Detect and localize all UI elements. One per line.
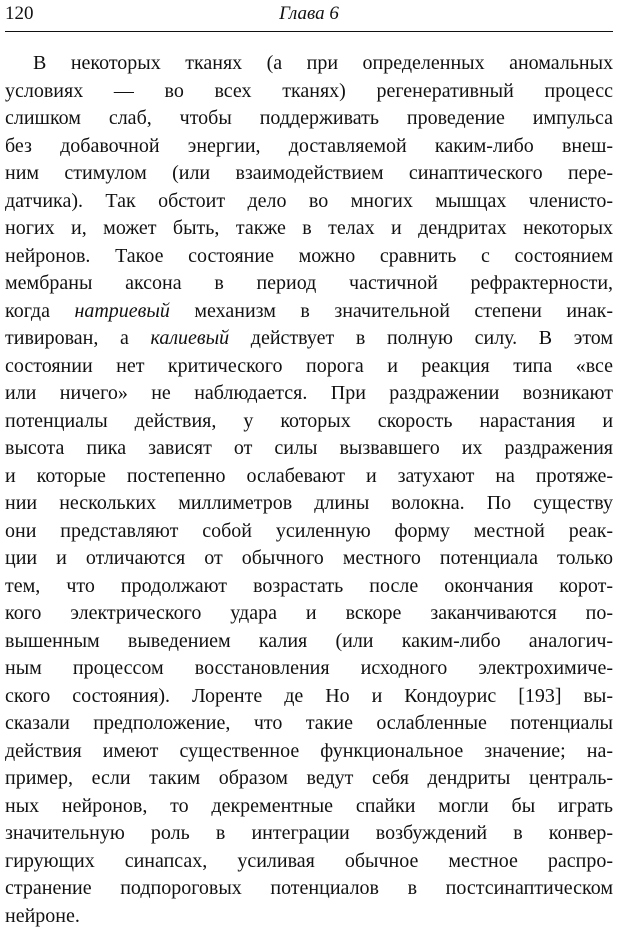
text-line: условиях — во всех тканях) регенеративный процесс xyxy=(5,78,613,106)
text-line: вышенным выведением калия (или каким-либо аналогич- xyxy=(5,628,613,656)
text-line: ним стимулом (или взаимодействием синаптического пере- xyxy=(5,160,613,188)
text-line: нии нескольких миллиметров длины волокна. По существу xyxy=(5,490,613,518)
running-head: Глава 6 xyxy=(5,2,613,26)
text-line: ского состояния). Лоренте де Но и Кондоурис [193] вы- xyxy=(5,683,613,711)
page-number: 120 xyxy=(5,2,34,26)
header-rule xyxy=(5,31,613,32)
text-line: высота пика зависят от силы вызвавшего их раздражения xyxy=(5,435,613,463)
body-paragraph xyxy=(5,50,613,930)
text-line: датчика). Так обстоит дело во многих мышцах членисто- xyxy=(5,188,613,216)
emphasized-term: калиевый xyxy=(150,327,229,349)
text-line: кого электрического удара и вскоре заканчиваются по- xyxy=(5,600,613,628)
text-line: пример, если таким образом ведут себя дендриты централь- xyxy=(5,765,613,793)
text-line: слишком слаб, чтобы поддерживать проведение импульса xyxy=(5,105,613,133)
text-line: когда натриевый механизм в значительной степени инак- xyxy=(5,298,613,326)
text-line: они представляют собой усиленную форму местной реак- xyxy=(5,518,613,546)
text-line: гирующих синапсах, усиливая обычное местное распро- xyxy=(5,848,613,876)
text-line: странение подпороговых потенциалов в постсинаптическом xyxy=(5,875,613,903)
emphasized-term: натриевый xyxy=(74,300,169,322)
text-line: сказали предположение, что такие ослабленные потенциалы xyxy=(5,710,613,738)
text-line: действия имеют существенное функциональное значение; на- xyxy=(5,738,613,766)
text-line: состоянии нет критического порога и реакция типа «все xyxy=(5,353,613,381)
text-line: нейроне. xyxy=(5,903,613,930)
text-line: потенциалы действия, у которых скорость нарастания и xyxy=(5,408,613,436)
text-line: или ничего» не наблюдается. При раздражении возникают xyxy=(5,380,613,408)
text-line: тем, что продолжают возрастать после окончания корот- xyxy=(5,573,613,601)
text-line: значительную роль в интеграции возбуждений в конвер- xyxy=(5,820,613,848)
text-line: тивирован, а калиевый действует в полную силу. В этом xyxy=(5,325,613,353)
text-line: ным процессом восстановления исходного электрохимиче- xyxy=(5,655,613,683)
page-header xyxy=(5,2,613,30)
text-line: ции и отличаются от обычного местного потенциала только xyxy=(5,545,613,573)
text-line: В некоторых тканях (а при определенных аномальных xyxy=(5,50,613,78)
text-line: ных нейронов, то декрементные спайки могли бы играть xyxy=(5,793,613,821)
text-line: мембраны аксона в период частичной рефрактерности, xyxy=(5,270,613,298)
text-line: ногих и, может быть, также в телах и дендритах некоторых xyxy=(5,215,613,243)
text-line: без добавочной энергии, доставляемой каким-либо внеш- xyxy=(5,133,613,161)
text-line: нейронов. Такое состояние можно сравнить с состоянием xyxy=(5,243,613,271)
text-line: и которые постепенно ослабевают и затухают на протяже- xyxy=(5,463,613,491)
